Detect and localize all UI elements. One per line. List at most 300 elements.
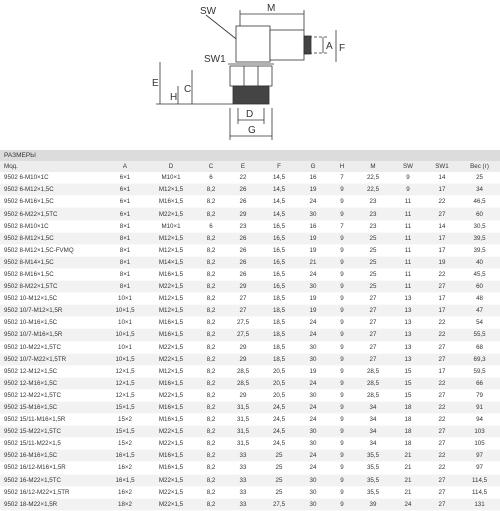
value-cell: 25 [355, 232, 391, 244]
label-a: A [326, 41, 333, 52]
value-cell: 17 [425, 244, 459, 256]
value-cell: 8×1 [105, 244, 145, 256]
value-cell: 27 [425, 438, 459, 450]
value-cell: 17 [425, 293, 459, 305]
value-cell: 16,5 [261, 220, 297, 232]
model-cell: 9502 18-M22×1,5R [0, 498, 105, 510]
value-cell: 23 [225, 220, 261, 232]
value-cell: 14,5 [261, 184, 297, 196]
value-cell: 15×2 [105, 438, 145, 450]
value-cell: 39 [355, 498, 391, 510]
value-cell: 16 [297, 220, 329, 232]
value-cell: 9 [329, 329, 355, 341]
value-cell: 45,5 [459, 268, 500, 280]
value-cell: M16×1,5 [145, 329, 197, 341]
value-cell: 6×1 [105, 172, 145, 184]
value-cell: 26 [225, 232, 261, 244]
column-header: Вес (г) [459, 161, 500, 172]
value-cell: 13 [391, 329, 425, 341]
value-cell: 28,5 [225, 365, 261, 377]
value-cell: 30 [297, 389, 329, 401]
value-cell: 10×1,5 [105, 353, 145, 365]
value-cell: 9 [329, 317, 355, 329]
model-cell: 9502 12-M22×1,5TC [0, 389, 105, 401]
table-row [0, 377, 500, 389]
value-cell: 16,5 [261, 268, 297, 280]
value-cell: 14,5 [261, 196, 297, 208]
value-cell: 23 [355, 220, 391, 232]
table-row [0, 426, 500, 438]
value-cell: 27,5 [261, 498, 297, 510]
column-header: D [145, 161, 197, 172]
value-cell: 8,2 [197, 293, 225, 305]
value-cell: 22 [425, 317, 459, 329]
value-cell: 97 [459, 450, 500, 462]
value-cell: 22 [425, 450, 459, 462]
value-cell: 9 [329, 365, 355, 377]
value-cell: 12×1,5 [105, 389, 145, 401]
value-cell: 27 [355, 341, 391, 353]
value-cell: 9 [391, 172, 425, 184]
value-cell: 27 [225, 293, 261, 305]
value-cell: 13 [391, 341, 425, 353]
value-cell: 30 [297, 341, 329, 353]
model-cell: 9502 15-M16×1,5C [0, 401, 105, 413]
value-cell: 8,2 [197, 414, 225, 426]
value-cell: 9 [329, 184, 355, 196]
value-cell: 9 [329, 305, 355, 317]
value-cell: 19 [297, 184, 329, 196]
value-cell: M12×1,5 [145, 305, 197, 317]
value-cell: 27,5 [225, 317, 261, 329]
value-cell: 22 [425, 401, 459, 413]
value-cell: 30 [297, 281, 329, 293]
model-cell: 9502 8-M14×1,5C [0, 256, 105, 268]
value-cell: 9 [329, 438, 355, 450]
value-cell: 35,5 [355, 462, 391, 474]
value-cell: 33 [225, 486, 261, 498]
table-row [0, 172, 500, 184]
model-cell: 9502 8-M12×1,5C-FVMQ [0, 244, 105, 256]
value-cell: M22×1,5 [145, 474, 197, 486]
model-cell: 9502 6-M10×1C [0, 172, 105, 184]
value-cell: 26 [225, 256, 261, 268]
value-cell: 8,2 [197, 450, 225, 462]
value-cell: 24 [297, 414, 329, 426]
value-cell: 13 [391, 353, 425, 365]
value-cell: 21 [391, 474, 425, 486]
value-cell: M12×1,5 [145, 184, 197, 196]
model-cell: 9502 12-M12×1,5C [0, 365, 105, 377]
value-cell: 25 [261, 462, 297, 474]
value-cell: 13 [391, 293, 425, 305]
table-row [0, 208, 500, 220]
value-cell: 27 [425, 389, 459, 401]
value-cell: M14×1,5 [145, 256, 197, 268]
value-cell: 22 [425, 462, 459, 474]
value-cell: M16×1,5 [145, 401, 197, 413]
column-header: A [105, 161, 145, 172]
value-cell: 27 [425, 486, 459, 498]
value-cell: 8,2 [197, 305, 225, 317]
table-row [0, 220, 500, 232]
value-cell: 9 [329, 389, 355, 401]
value-cell: 8,2 [197, 498, 225, 510]
value-cell: 26 [225, 268, 261, 280]
value-cell: 14 [425, 172, 459, 184]
value-cell: 131 [459, 498, 500, 510]
table-row [0, 317, 500, 329]
model-cell: 9502 6-M22×1,5TC [0, 208, 105, 220]
table-row [0, 389, 500, 401]
label-d: D [246, 109, 254, 120]
value-cell: 9 [329, 486, 355, 498]
value-cell: M22×1,5 [145, 353, 197, 365]
value-cell: 9 [329, 341, 355, 353]
value-cell: 60 [459, 281, 500, 293]
value-cell: 18,5 [261, 305, 297, 317]
value-cell: 19 [297, 305, 329, 317]
value-cell: 17 [425, 365, 459, 377]
value-cell: 26 [225, 196, 261, 208]
value-cell: 16×1,5 [105, 474, 145, 486]
value-cell: 22,5 [355, 172, 391, 184]
value-cell: M16×1,5 [145, 317, 197, 329]
value-cell: 46,5 [459, 196, 500, 208]
value-cell: 18×2 [105, 498, 145, 510]
value-cell: 8×1 [105, 256, 145, 268]
value-cell: 28,5 [225, 377, 261, 389]
value-cell: 25 [355, 268, 391, 280]
value-cell: 8,2 [197, 377, 225, 389]
value-cell: 103 [459, 426, 500, 438]
value-cell: 54 [459, 317, 500, 329]
value-cell: 29 [225, 281, 261, 293]
value-cell: 9 [329, 196, 355, 208]
value-cell: 19 [297, 232, 329, 244]
value-cell: 15 [391, 389, 425, 401]
value-cell: 27 [425, 208, 459, 220]
value-cell: 19 [297, 365, 329, 377]
value-cell: 17 [425, 184, 459, 196]
value-cell: 18 [391, 438, 425, 450]
value-cell: M22×1,5 [145, 208, 197, 220]
value-cell: 9 [329, 293, 355, 305]
table-row [0, 256, 500, 268]
value-cell: 9 [329, 256, 355, 268]
value-cell: 30 [297, 474, 329, 486]
value-cell: 69,3 [459, 353, 500, 365]
value-cell: 29 [225, 389, 261, 401]
value-cell: 30 [297, 353, 329, 365]
value-cell: 20,5 [261, 365, 297, 377]
value-cell: 9 [329, 281, 355, 293]
value-cell: 10×1,5 [105, 329, 145, 341]
column-header: M [355, 161, 391, 172]
value-cell: 28,5 [355, 365, 391, 377]
value-cell: 16×2 [105, 462, 145, 474]
table-body [0, 172, 500, 510]
model-cell: 9502 8-M16×1,5C [0, 268, 105, 280]
value-cell: M16×1,5 [145, 377, 197, 389]
value-cell: 14,5 [261, 208, 297, 220]
table-row [0, 196, 500, 208]
value-cell: 16,5 [261, 244, 297, 256]
value-cell: 105 [459, 438, 500, 450]
value-cell: 6 [197, 172, 225, 184]
value-cell: 16×1,5 [105, 450, 145, 462]
value-cell: 9 [329, 474, 355, 486]
model-cell: 9502 6-M12×1,5C [0, 184, 105, 196]
model-cell: 9502 8-M12×1,5C [0, 232, 105, 244]
value-cell: 17 [425, 232, 459, 244]
value-cell: 35,5 [355, 486, 391, 498]
value-cell: 24,5 [261, 414, 297, 426]
value-cell: 34 [355, 426, 391, 438]
model-cell: 9502 10/7-M12×1,5R [0, 305, 105, 317]
value-cell: 21 [391, 486, 425, 498]
value-cell: 28,5 [355, 377, 391, 389]
value-cell: 39,5 [459, 232, 500, 244]
value-cell: 15×2 [105, 414, 145, 426]
value-cell: 8,2 [197, 196, 225, 208]
value-cell: 114,5 [459, 474, 500, 486]
table-row [0, 462, 500, 474]
value-cell: 47 [459, 305, 500, 317]
value-cell: 25 [261, 450, 297, 462]
value-cell: 16,5 [261, 232, 297, 244]
value-cell: 9 [329, 401, 355, 413]
value-cell: 24 [297, 401, 329, 413]
value-cell: 22 [425, 268, 459, 280]
value-cell: 27 [225, 305, 261, 317]
value-cell: 30 [297, 498, 329, 510]
value-cell: 11 [391, 281, 425, 293]
value-cell: 48 [459, 293, 500, 305]
table-row [0, 498, 500, 510]
value-cell: 35,5 [355, 450, 391, 462]
table-row [0, 414, 500, 426]
value-cell: M16×1,5 [145, 268, 197, 280]
value-cell: 68 [459, 341, 500, 353]
value-cell: 9 [329, 450, 355, 462]
value-cell: 33 [225, 474, 261, 486]
value-cell: 30 [297, 438, 329, 450]
value-cell: 11 [391, 244, 425, 256]
value-cell: 18,5 [261, 329, 297, 341]
value-cell: M12×1,5 [145, 244, 197, 256]
value-cell: 15×1,5 [105, 401, 145, 413]
table-row [0, 244, 500, 256]
label-f: F [339, 43, 346, 54]
value-cell: 10×1 [105, 317, 145, 329]
table-row [0, 474, 500, 486]
value-cell: 18 [391, 414, 425, 426]
table-row [0, 184, 500, 196]
table-row [0, 329, 500, 341]
value-cell: 8,2 [197, 184, 225, 196]
label-m: M [267, 3, 276, 14]
value-cell: M22×1,5 [145, 486, 197, 498]
value-cell: 21 [391, 462, 425, 474]
value-cell: 10×1 [105, 293, 145, 305]
label-sw1: SW1 [204, 54, 226, 65]
value-cell: 25 [261, 486, 297, 498]
value-cell: 25 [355, 281, 391, 293]
value-cell: 22 [425, 329, 459, 341]
value-cell: 40 [459, 256, 500, 268]
value-cell: 18 [391, 426, 425, 438]
value-cell: 8,2 [197, 268, 225, 280]
value-cell: 27 [425, 426, 459, 438]
model-cell: 9502 10/7-M22×1,5TR [0, 353, 105, 365]
label-c: C [184, 84, 192, 95]
value-cell: 66 [459, 377, 500, 389]
value-cell: 14,5 [261, 172, 297, 184]
value-cell: 23 [355, 208, 391, 220]
value-cell: 22 [425, 414, 459, 426]
value-cell: 8×1 [105, 220, 145, 232]
value-cell: 30 [297, 208, 329, 220]
value-cell: 14 [425, 220, 459, 232]
value-cell: 11 [391, 196, 425, 208]
table-row [0, 232, 500, 244]
table-row [0, 438, 500, 450]
value-cell: 18,5 [261, 317, 297, 329]
value-cell: 8,2 [197, 208, 225, 220]
value-cell: 9 [329, 462, 355, 474]
value-cell: 9 [329, 426, 355, 438]
value-cell: 8,2 [197, 244, 225, 256]
value-cell: 8,2 [197, 474, 225, 486]
value-cell: 35,5 [355, 474, 391, 486]
value-cell: M22×1,5 [145, 389, 197, 401]
value-cell: 27,5 [225, 329, 261, 341]
value-cell: 8,2 [197, 232, 225, 244]
column-header: F [261, 161, 297, 172]
value-cell: 9 [329, 414, 355, 426]
value-cell: 24 [297, 450, 329, 462]
value-cell: 33 [225, 462, 261, 474]
model-cell: 9502 16-M22×1,5TC [0, 474, 105, 486]
value-cell: M12×1,5 [145, 365, 197, 377]
value-cell: M12×1,5 [145, 232, 197, 244]
model-cell: 9502 8-M10×1C [0, 220, 105, 232]
value-cell: M16×1,5 [145, 450, 197, 462]
value-cell: 27 [425, 474, 459, 486]
value-cell: 13 [391, 317, 425, 329]
value-cell: 16,5 [261, 256, 297, 268]
value-cell: 24 [297, 329, 329, 341]
value-cell: 6 [197, 220, 225, 232]
value-cell: 8,2 [197, 389, 225, 401]
value-cell: 24 [297, 268, 329, 280]
model-cell: 9502 15/11-M16×1,5R [0, 414, 105, 426]
value-cell: 24 [297, 196, 329, 208]
value-cell: 33 [225, 450, 261, 462]
section-title: РАЗМЕРЫ [0, 150, 500, 161]
value-cell: 22 [425, 377, 459, 389]
value-cell: 27 [355, 329, 391, 341]
value-cell: 24,5 [261, 401, 297, 413]
value-cell: 21 [391, 450, 425, 462]
value-cell: M10×1 [145, 220, 197, 232]
value-cell: M16×1,5 [145, 414, 197, 426]
label-g: G [248, 125, 256, 136]
value-cell: 26 [225, 184, 261, 196]
value-cell: 24,5 [261, 438, 297, 450]
value-cell: 8,2 [197, 486, 225, 498]
value-cell: 25 [459, 172, 500, 184]
model-cell: 9502 8-M22×1,5TC [0, 281, 105, 293]
value-cell: 34 [355, 414, 391, 426]
value-cell: 31,5 [225, 438, 261, 450]
model-cell: 9502 16-M16×1,5C [0, 450, 105, 462]
value-cell: 15 [391, 377, 425, 389]
value-cell: 18,5 [261, 341, 297, 353]
model-cell: 9502 12-M16×1,5C [0, 377, 105, 389]
table-row [0, 305, 500, 317]
value-cell: 27 [425, 498, 459, 510]
value-cell: 11 [391, 256, 425, 268]
value-cell: 27 [355, 305, 391, 317]
value-cell: 7 [329, 220, 355, 232]
value-cell: 30,5 [459, 220, 500, 232]
value-cell: 20,5 [261, 389, 297, 401]
value-cell: 10×1,5 [105, 305, 145, 317]
value-cell: 22,5 [355, 184, 391, 196]
column-header: H [329, 161, 355, 172]
value-cell: 8,2 [197, 401, 225, 413]
value-cell: 7 [329, 172, 355, 184]
value-cell: 31,5 [225, 414, 261, 426]
value-cell: 94 [459, 414, 500, 426]
value-cell: M22×1,5 [145, 341, 197, 353]
fitting-dimension-drawing [140, 0, 350, 143]
value-cell: 79 [459, 389, 500, 401]
value-cell: 11 [391, 220, 425, 232]
table-row [0, 281, 500, 293]
value-cell: 8×1 [105, 268, 145, 280]
value-cell: M22×1,5 [145, 498, 197, 510]
value-cell: 31,5 [225, 426, 261, 438]
value-cell: 15 [391, 365, 425, 377]
value-cell: 25 [355, 256, 391, 268]
value-cell: 8,2 [197, 317, 225, 329]
value-cell: 8×1 [105, 281, 145, 293]
value-cell: 12×1,5 [105, 377, 145, 389]
value-cell: 17 [425, 305, 459, 317]
column-header: G [297, 161, 329, 172]
value-cell: 18 [391, 401, 425, 413]
label-h: H [170, 92, 178, 103]
value-cell: 18,5 [261, 353, 297, 365]
value-cell: 6×1 [105, 184, 145, 196]
value-cell: 30 [297, 486, 329, 498]
value-cell: 34 [459, 184, 500, 196]
value-cell: 34 [355, 438, 391, 450]
table-row [0, 401, 500, 413]
value-cell: 23 [355, 196, 391, 208]
value-cell: 8,2 [197, 353, 225, 365]
value-cell: 9 [329, 498, 355, 510]
value-cell: 19 [425, 256, 459, 268]
value-cell: 15×1,5 [105, 426, 145, 438]
value-cell: 9 [329, 244, 355, 256]
value-cell: 18,5 [261, 293, 297, 305]
table-row [0, 353, 500, 365]
value-cell: 8,2 [197, 341, 225, 353]
